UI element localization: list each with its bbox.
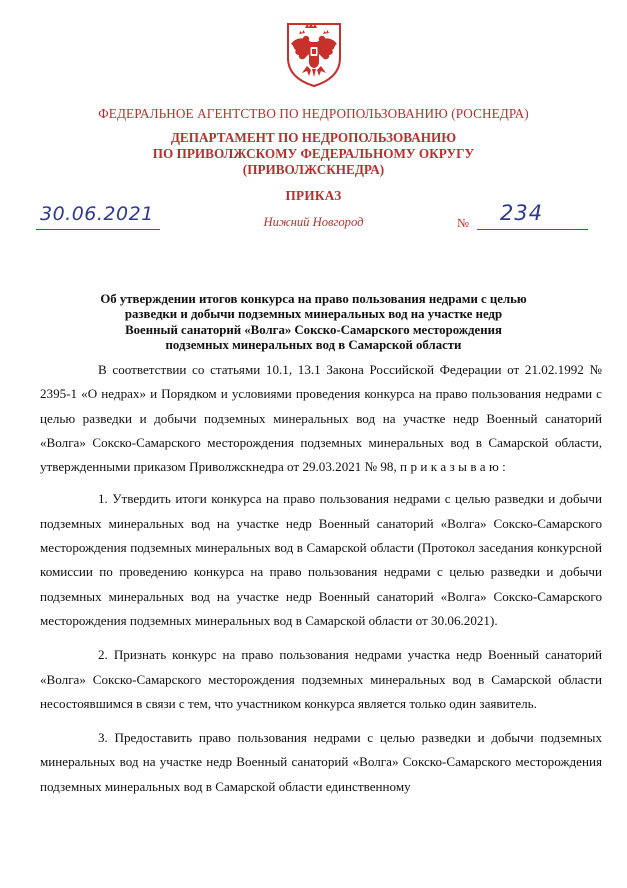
subject-line: разведки и добычи подземных минеральных вод на участке недр [124, 307, 503, 322]
document-type: ПРИКАЗ [285, 188, 342, 203]
handwritten-date: 30.06.2021 [40, 203, 154, 225]
number-sign: № [457, 216, 470, 230]
subject-line: Об утверждении итогов конкурса на право пользования недрами с целью [100, 292, 527, 306]
preamble-text: В соответствии со статьями 10.1, 13.1 Закона Российской Федерации от 21.02.1992 № 2395-1 «О недрах» и Порядком и условиями проведения конкурса на право пользования недрами с целью разведки и добычи подземных минеральных вод на участке недр Военный санаторий «Волга» Сокско-Самарского месторождения подземных минеральных вод в Самарской области, утвержденными приказом Приволжскнедра от 29.03.2021 № 98, [40, 362, 602, 475]
russian-coat-of-arms-icon [285, 18, 343, 88]
department-line: ДЕПАРТАМЕНТ ПО НЕДРОПОЛЬЗОВАНИЮ [170, 130, 457, 145]
orders-word: приказываю: [400, 459, 510, 475]
order-item: 2. Признать конкурс на право пользования недрами участка недр Военный санаторий «Волга» Сокско-Самарского месторождения подземных минеральных вод в Самарской области несостоявшимся в связи с тем, что участником конкурса является только один заявитель. [40, 647, 602, 711]
subject-line: подземных минеральных вод в Самарской области [165, 338, 462, 353]
city: Нижний Новгород [263, 215, 364, 229]
order-body [40, 358, 602, 809]
order-item: 1. Утвердить итоги конкурса на право пользования недрами с целью разведки и добычи подземных минеральных вод на участке недр Военный санаторий «Волга» Сокско-Самарского месторождения подземных минеральных вод в Самарской области (Протокол заседания конкурсной комиссии по проведению конкурса на право пользования недрами с целью разведки и добычи подземных минеральных вод на участке недр Военный санаторий «Волга» Сокско-Самарского месторождения подземных минеральных вод в Самарской области от 30.06.2021). [40, 491, 602, 628]
order-subject [60, 292, 567, 354]
agency-name: ФЕДЕРАЛЬНОЕ АГЕНТСТВО ПО НЕДРОПОЛЬЗОВАНИЮ (РОСНЕДРА) [98, 106, 529, 121]
subject-line: Военный санаторий «Волга» Сокско-Самарского месторождения [125, 322, 502, 337]
department-line: (ПРИВОЛЖСКНЕДРА) [242, 162, 385, 177]
order-item: 3. Предоставить право пользования недрами с целью разведки и добычи подземных минеральных вод на участке недр Военный санаторий «Волга» Сокско-Самарского месторождения подземных минеральных вод в Самарской области единственному [40, 730, 602, 794]
department-line: ПО ПРИВОЛЖСКОМУ ФЕДЕРАЛЬНОМУ ОКРУГУ [152, 146, 475, 161]
preamble-paragraph [40, 358, 602, 479]
handwritten-number: 234 [500, 201, 544, 225]
number-underline [477, 229, 588, 230]
department-name [0, 130, 627, 178]
